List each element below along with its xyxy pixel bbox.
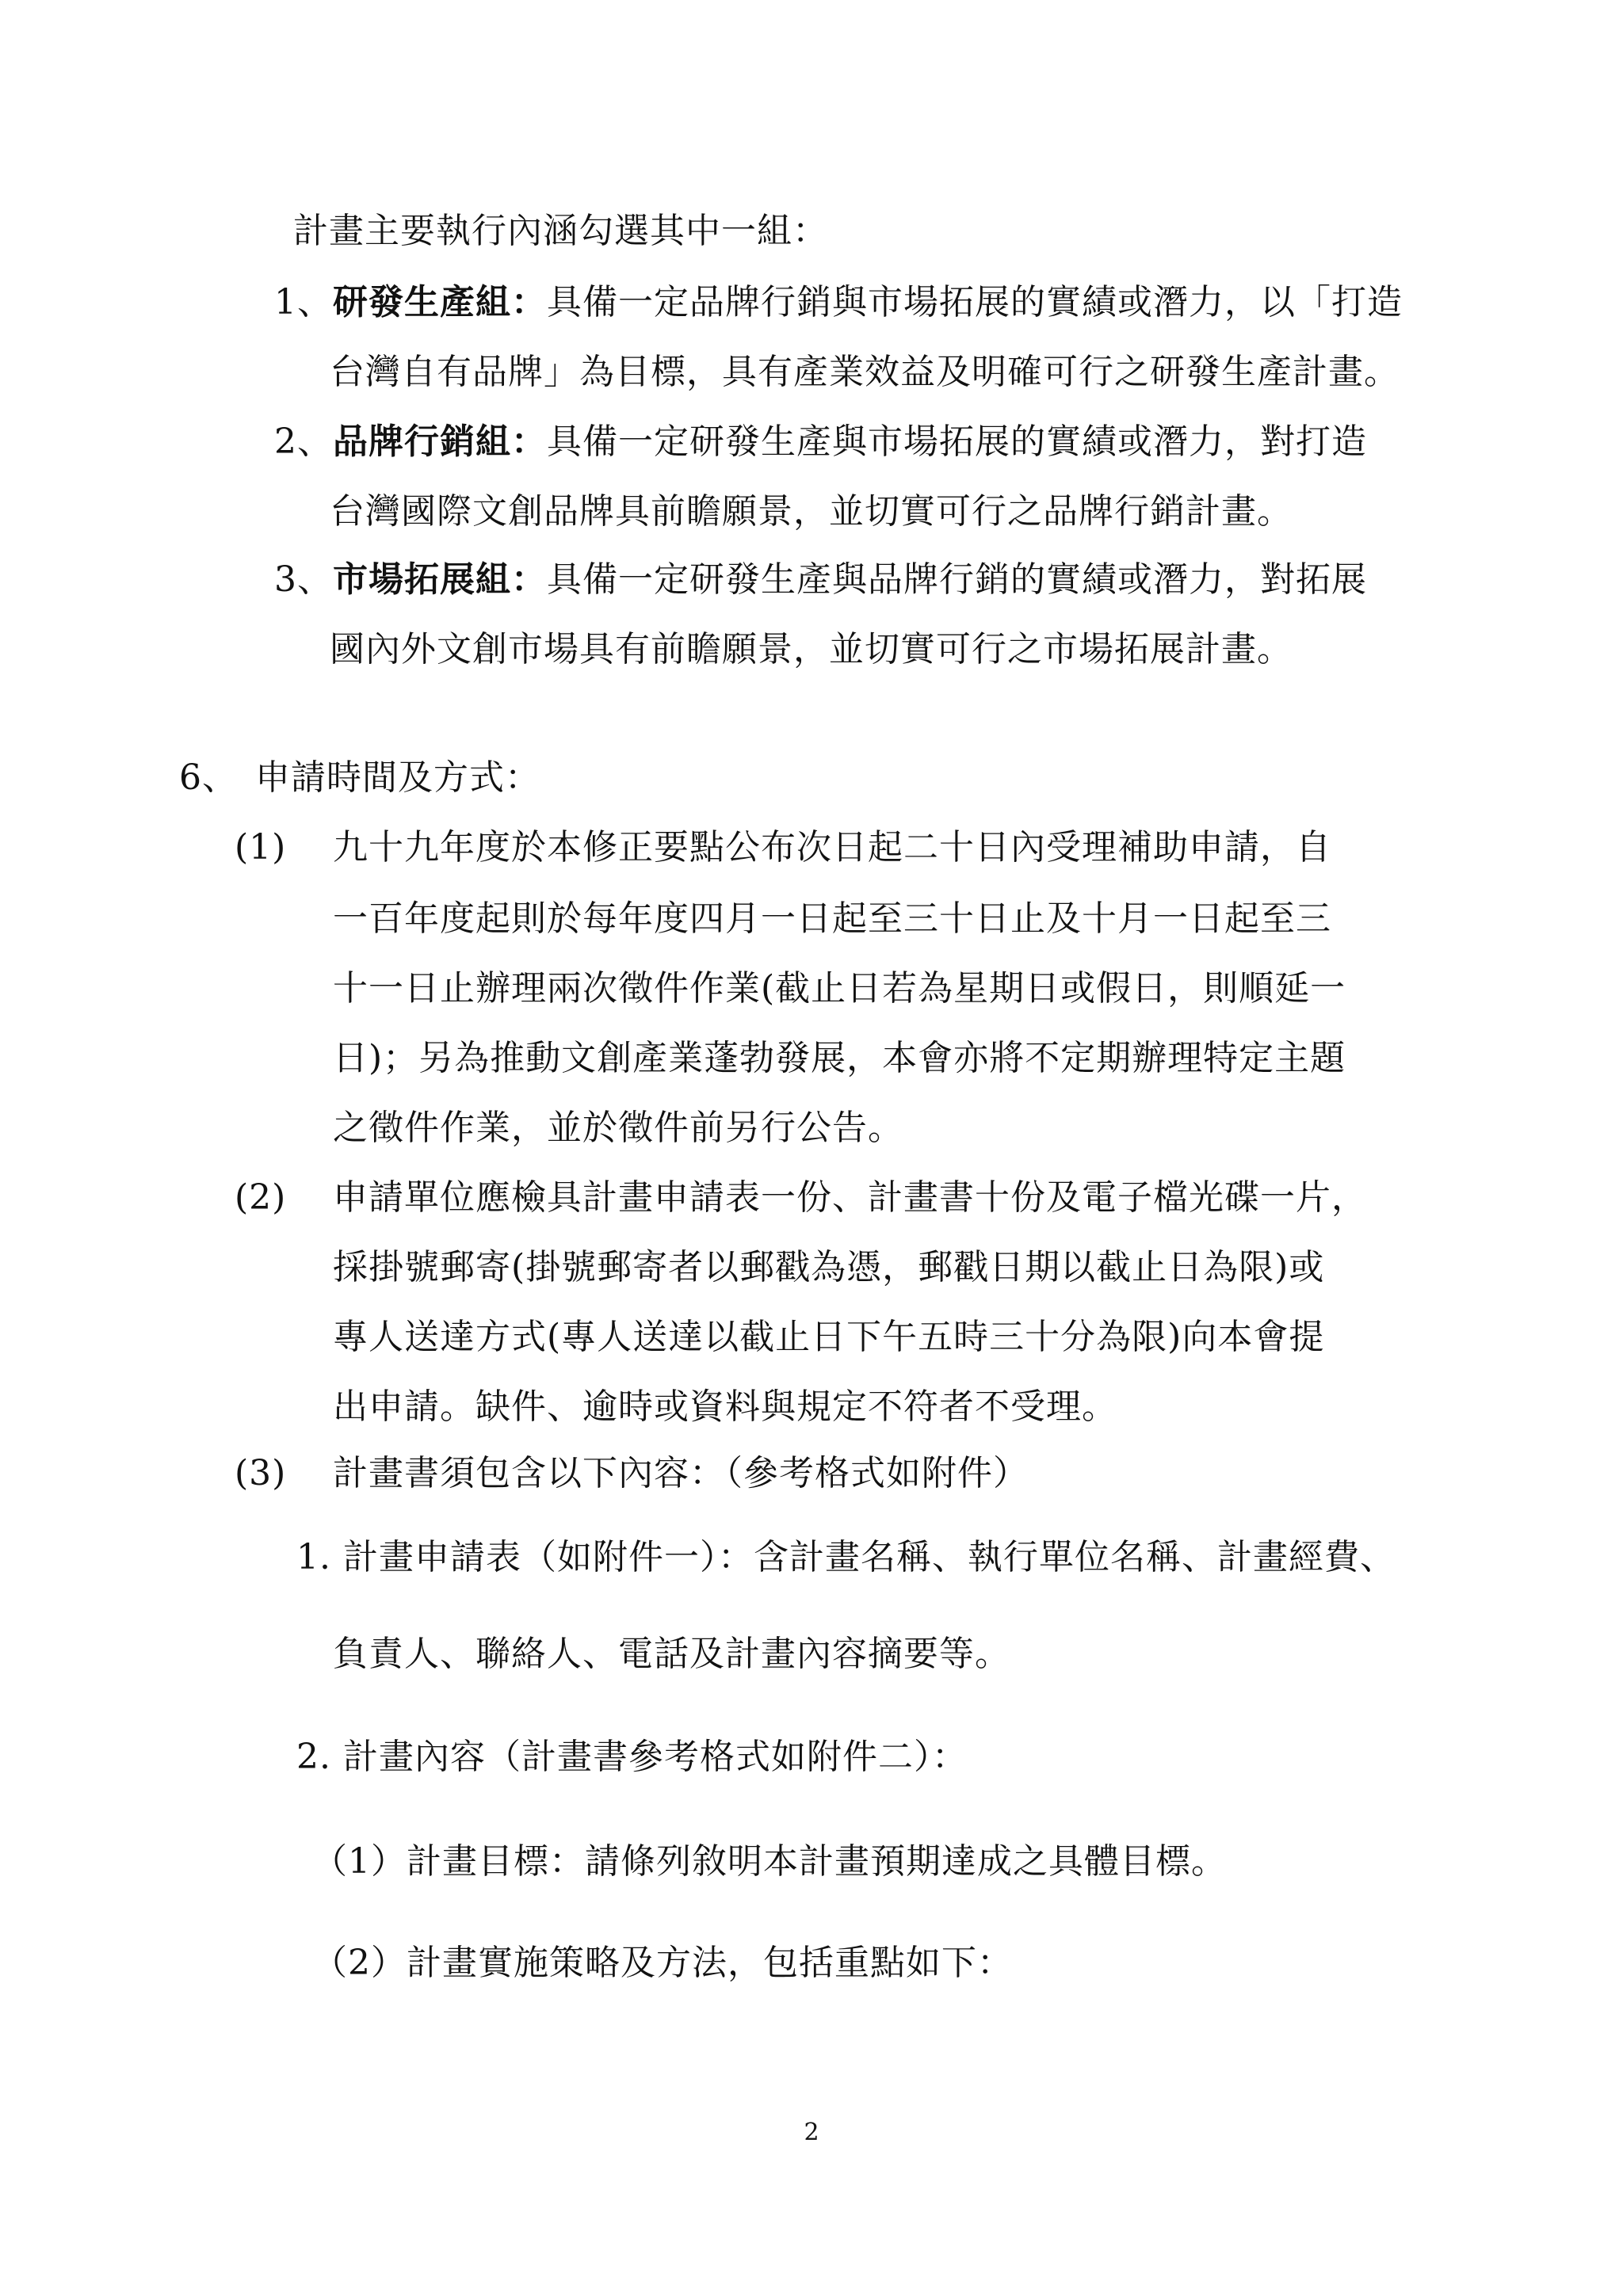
item-2-line-1: 申請單位應檢具計畫申請表一份、計畫書十份及電子檔光碟一片， <box>333 1177 1367 1218</box>
group-1-name: 研發生產組： <box>333 282 547 322</box>
sub-1-line-1: 1. 計畫申請表（如附件一）：含計畫名稱、執行單位名稱、計畫經費、 <box>296 1537 1396 1577</box>
item-1-line-1: 九十九年度於本修正要點公布次日起二十日內受理補助申請，自 <box>333 827 1331 868</box>
section-6-number: 6、 <box>179 757 238 798</box>
group-2-line-1 <box>274 418 1367 466</box>
sub-2-item-1: （1）計畫目標：請條列敘明本計畫預期達成之具體目標。 <box>312 1841 1227 1882</box>
item-1-line-3: 十一日止辦理兩次徵件作業(截止日若為星期日或假日，則順延一 <box>333 968 1346 1009</box>
group-2-prefix: 2、 <box>274 421 333 462</box>
group-3-prefix: 3、 <box>274 559 333 600</box>
group-1-prefix: 1、 <box>274 282 333 322</box>
item-2-line-3: 專人送達方式(專人送達以截止日下午五時三十分為限)向本會提 <box>333 1317 1325 1357</box>
item-1-line-4: 日)；另為推動文創產業蓬勃發展，本會亦將不定期辦理特定主題 <box>333 1038 1346 1078</box>
item-2-line-4: 出申請。缺件、逾時或資料與規定不符者不受理。 <box>333 1386 1117 1427</box>
item-3-label: (3) <box>235 1453 287 1493</box>
item-2-label: (2) <box>235 1177 287 1218</box>
group-2-name: 品牌行銷組： <box>333 421 547 462</box>
item-2-line-2: 採掛號郵寄(掛號郵寄者以郵戳為憑，郵戳日期以截止日為限)或 <box>333 1247 1325 1287</box>
group-3-line-1 <box>274 556 1367 604</box>
sub-1-line-2: 負責人、聯絡人、電話及計畫內容摘要等。 <box>333 1634 1010 1674</box>
sub-2-line: 2. 計畫內容（計畫書參考格式如附件二）： <box>296 1737 968 1777</box>
item-3-text: 計畫書須包含以下內容：（參考格式如附件） <box>333 1453 1029 1493</box>
page-number: 2 <box>804 2119 819 2146</box>
sub-2-item-2: （2）計畫實施策略及方法，包括重點如下： <box>312 1943 1013 1983</box>
group-2-text: 具備一定研發生產與市場拓展的實績或潛力，對打造 <box>547 421 1367 462</box>
group-1-line-1 <box>274 279 1403 326</box>
group-3-name: 市場拓展組： <box>333 559 547 600</box>
group-3-line-2: 國內外文創市場具有前瞻願景，並切實可行之市場拓展計畫。 <box>330 629 1293 669</box>
group-2-line-2: 台灣國際文創品牌具前瞻願景，並切實可行之品牌行銷計畫。 <box>330 491 1293 532</box>
section-6-title: 申請時間及方式： <box>255 757 540 798</box>
group-3-text: 具備一定研發生產與品牌行銷的實績或潛力，對拓展 <box>547 559 1367 600</box>
item-1-line-5: 之徵件作業，並於徵件前另行公告。 <box>333 1108 903 1148</box>
item-1-line-2: 一百年度起則於每年度四月一日起至三十日止及十月一日起至三 <box>333 898 1331 939</box>
intro-line: 計畫主要執行內涵勾選其中一組： <box>293 211 828 251</box>
item-1-label: (1) <box>235 827 287 868</box>
group-1-text: 具備一定品牌行銷與市場拓展的實績或潛力，以「打造 <box>547 282 1403 322</box>
group-1-line-2: 台灣自有品牌」為目標，具有產業效益及明確可行之研發生產計畫。 <box>330 352 1400 392</box>
